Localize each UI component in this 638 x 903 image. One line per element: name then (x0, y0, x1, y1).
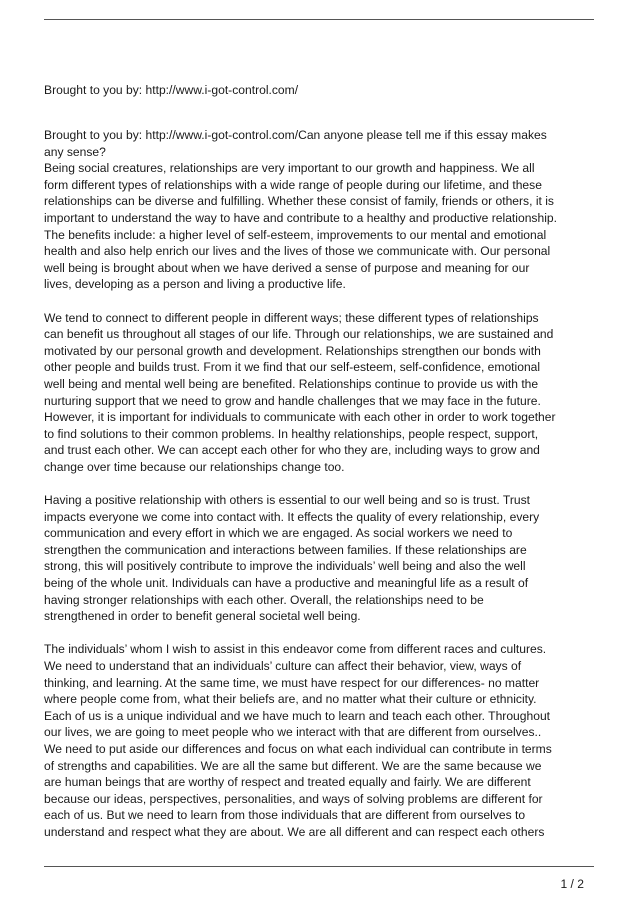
paragraph-line: health and also help enrich our lives and the lives of those we communicate with. Our personal (44, 244, 551, 259)
footer-divider (44, 866, 594, 867)
header-divider (44, 19, 594, 20)
paragraph-line: The individuals’ whom I wish to assist in this endeavor come from different races and cultures. (44, 642, 547, 657)
paragraph-line: form different types of relationships with a wide range of people during our lifetime, and these (44, 177, 542, 192)
paragraph-line: important to understand the way to have and contribute to a healthy and productive relationship. (44, 210, 557, 225)
paragraph-line: any sense? (44, 144, 106, 159)
paragraph-line: strengthened in order to benefit general societal well being. (44, 609, 361, 624)
paragraph-gap (44, 475, 599, 492)
paragraph-line: are human beings that are worthy of respect and treated equally and fairly. We are different (44, 775, 531, 790)
paragraph-line: Brought to you by: http://www.i-got-control.com/Can anyone please tell me if this essay makes (44, 128, 547, 142)
paragraph-line: thinking, and learning. At the same time, we must have respect for our differences- no matter (44, 675, 540, 690)
paragraph-line: of strengths and capabilities. We are all the same but different. We are the same because we (44, 758, 542, 773)
paragraph-line: However, it is important for individuals to communicate with each other in order to work together (44, 410, 556, 425)
page-number: 1 / 2 (560, 877, 584, 891)
paragraph-line: can benefit us throughout all stages of our life. Through our relationships, we are sustained and (44, 327, 554, 342)
paragraph-line: change over time because our relationships change too. (44, 459, 345, 474)
document-body (44, 127, 599, 841)
source-credit: Brought to you by: http://www.i-got-control.com/ (44, 83, 299, 97)
paragraph-line: motivated by our personal growth and development. Relationships strengthen our bonds with (44, 343, 541, 358)
paragraph-line: well being is brought about when we have derived a sense of purpose and meaning for our (44, 260, 530, 275)
paragraph-line: We need to put aside our differences and focus on what each individual can contribute in terms (44, 741, 552, 756)
paragraph-line: Having a positive relationship with others is essential to our well being and so is trust. Trust (44, 493, 531, 508)
paragraph-line: nurturing support that we need to grow and handle challenges that we may face in the future. (44, 393, 541, 408)
paragraph-line: and trust each other. We can accept each other for who they are, including ways to grow and (44, 443, 540, 458)
paragraph-line: understand and respect what they are about. We are all different and can respect each others (44, 824, 545, 839)
paragraph-line: We tend to connect to different people in different ways; these different types of relationships (44, 310, 539, 325)
paragraph-line: communication and every effort in which we are engaged. As social workers we need to (44, 526, 513, 541)
paragraph-line: to find solutions to their common problems. In healthy relationships, people respect, support, (44, 426, 539, 441)
paragraph-line: other people and builds trust. From it we find that our self-esteem, self-confidence, emotional (44, 360, 541, 375)
paragraph-line: We need to understand that an individuals’ culture can affect their behavior, view, ways of (44, 659, 522, 673)
paragraph-line: strong, this will positively contribute to improve the individuals’ well being and also the well (44, 559, 526, 574)
paragraph-line: each of us. But we need to learn from those individuals that are different from ourselves to (44, 808, 526, 823)
paragraph-line: impacts everyone we come into contact with. It effects the quality of every relationship, every (44, 509, 540, 524)
paragraph-line: because our ideas, perspectives, personalities, and ways of solving problems are different for (44, 791, 543, 806)
paragraph-line: lives, developing as a person and living a productive life. (44, 277, 346, 292)
paragraph-line: Each of us is a unique individual and we have much to learn and teach each other. Throughout (44, 708, 551, 723)
paragraph-line: our lives, we are going to meet people who we interact with that are different from ourselves.. (44, 725, 542, 740)
paragraph-line: having stronger relationships with each other. Overall, the relationships need to be (44, 592, 484, 607)
paragraph-line: Being social creatures, relationships are very important to our growth and happiness. We all (44, 161, 535, 176)
paragraph-line: relationships can be diverse and fulfilling. Whether these consist of family, friends or others, it is (44, 194, 554, 209)
paragraph-line: well being and mental well being are benefited. Relationships continue to provide us with the (44, 376, 539, 391)
paragraph-line: The benefits include: a higher level of self-esteem, improvements to our mental and emotional (44, 227, 547, 242)
paragraph-gap (44, 293, 599, 310)
paragraph-line: being of the whole unit. Individuals can have a productive and meaningful life as a result of (44, 576, 529, 591)
paragraph-gap (44, 625, 599, 642)
paragraph-line: strengthen the communication and interactions between families. If these relationships are (44, 542, 527, 557)
paragraph-line: where people come from, what their beliefs are, and no matter what their culture or ethnicity. (44, 692, 537, 707)
